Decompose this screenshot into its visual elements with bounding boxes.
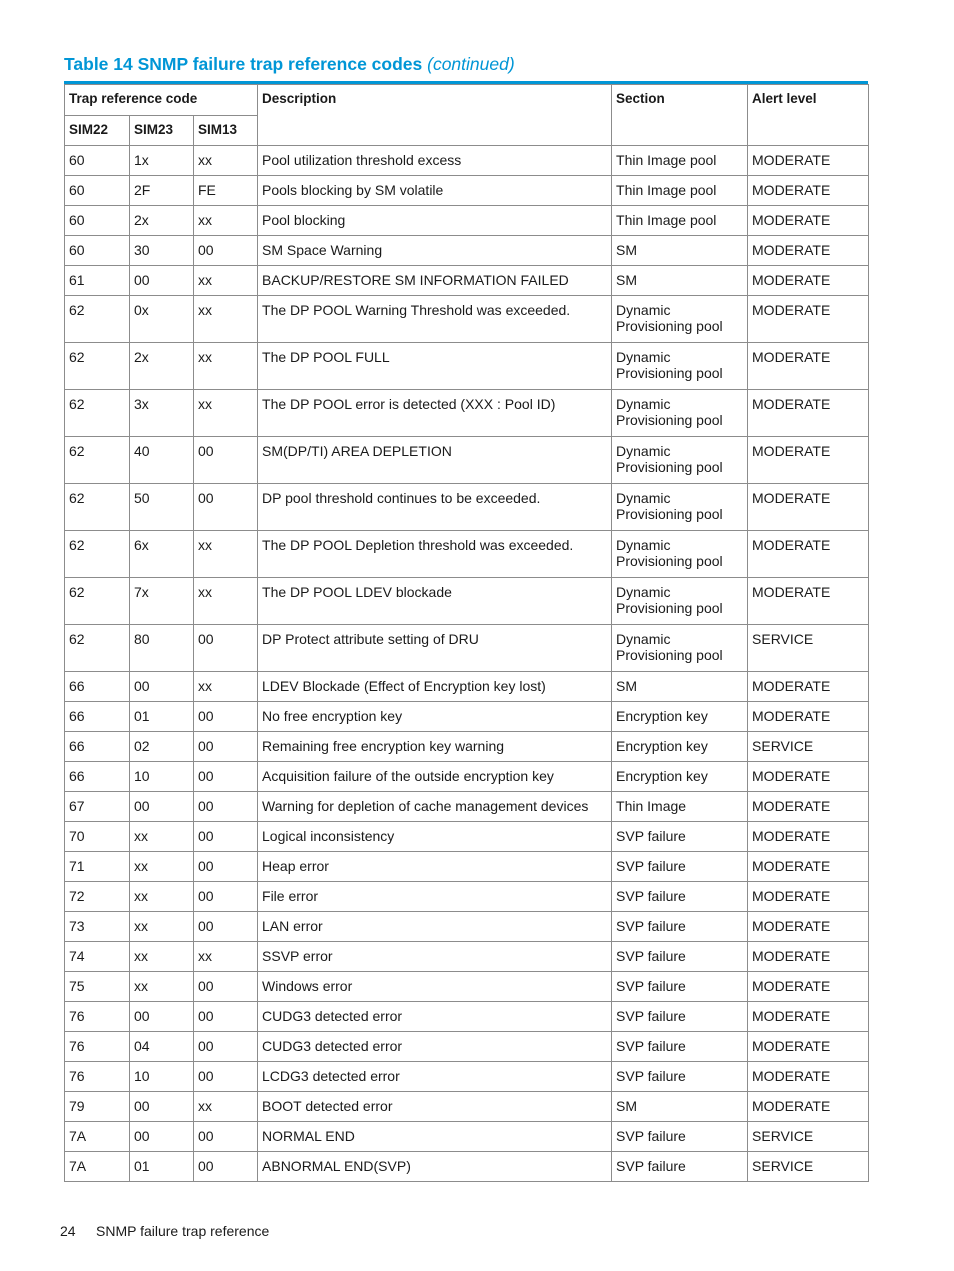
- cell-sim22: 61: [65, 266, 130, 296]
- table-row: [65, 437, 869, 484]
- cell-alert-level: MODERATE: [748, 176, 869, 206]
- cell-alert-level: MODERATE: [748, 343, 869, 390]
- cell-sim22: 73: [65, 912, 130, 942]
- cell-sim13: xx: [194, 296, 258, 343]
- cell-section: SM: [612, 266, 748, 296]
- table-row: [65, 852, 869, 882]
- cell-section: Thin Image pool: [612, 206, 748, 236]
- cell-section: SVP failure: [612, 1062, 748, 1092]
- cell-sim23: 10: [130, 762, 194, 792]
- cell-sim22: 66: [65, 732, 130, 762]
- cell-description: LDEV Blockade (Effect of Encryption key lost): [258, 672, 612, 702]
- cell-description: Windows error: [258, 972, 612, 1002]
- table-header: [65, 85, 869, 146]
- cell-sim22: 74: [65, 942, 130, 972]
- cell-sim13: 00: [194, 762, 258, 792]
- cell-section: SM: [612, 1092, 748, 1122]
- cell-sim13: 00: [194, 732, 258, 762]
- cell-sim22: 76: [65, 1062, 130, 1092]
- cell-section: Encryption key: [612, 702, 748, 732]
- table-row: [65, 1032, 869, 1062]
- table-row: [65, 672, 869, 702]
- cell-section: Dynamic Provisioning pool: [612, 531, 748, 578]
- cell-sim23: 04: [130, 1032, 194, 1062]
- cell-sim22: 62: [65, 437, 130, 484]
- cell-alert-level: MODERATE: [748, 762, 869, 792]
- cell-description: File error: [258, 882, 612, 912]
- cell-sim22: 62: [65, 484, 130, 531]
- cell-sim23: 1x: [130, 146, 194, 176]
- cell-description: Heap error: [258, 852, 612, 882]
- cell-alert-level: MODERATE: [748, 912, 869, 942]
- cell-description: The DP POOL FULL: [258, 343, 612, 390]
- table-row: [65, 176, 869, 206]
- cell-alert-level: MODERATE: [748, 296, 869, 343]
- table-row: [65, 822, 869, 852]
- cell-alert-level: MODERATE: [748, 484, 869, 531]
- cell-section: Encryption key: [612, 762, 748, 792]
- cell-sim13: xx: [194, 390, 258, 437]
- cell-sim23: 00: [130, 1092, 194, 1122]
- cell-description: DP Protect attribute setting of DRU: [258, 625, 612, 672]
- cell-sim13: 00: [194, 484, 258, 531]
- cell-section: Dynamic Provisioning pool: [612, 437, 748, 484]
- cell-alert-level: MODERATE: [748, 702, 869, 732]
- cell-alert-level: MODERATE: [748, 390, 869, 437]
- cell-alert-level: MODERATE: [748, 437, 869, 484]
- cell-sim23: 00: [130, 672, 194, 702]
- cell-section: SM: [612, 236, 748, 266]
- cell-alert-level: MODERATE: [748, 822, 869, 852]
- cell-section: Encryption key: [612, 732, 748, 762]
- cell-section: SM: [612, 672, 748, 702]
- cell-alert-level: MODERATE: [748, 236, 869, 266]
- cell-section: SVP failure: [612, 882, 748, 912]
- footer-section-title: SNMP failure trap reference: [96, 1223, 270, 1239]
- cell-description: SM Space Warning: [258, 236, 612, 266]
- table-row: [65, 732, 869, 762]
- cell-sim22: 62: [65, 625, 130, 672]
- cell-sim22: 67: [65, 792, 130, 822]
- table-row: [65, 942, 869, 972]
- cell-section: Dynamic Provisioning pool: [612, 625, 748, 672]
- cell-sim23: 50: [130, 484, 194, 531]
- cell-sim23: 02: [130, 732, 194, 762]
- cell-sim22: 60: [65, 236, 130, 266]
- cell-sim23: 40: [130, 437, 194, 484]
- table-row: [65, 484, 869, 531]
- cell-sim23: 2F: [130, 176, 194, 206]
- cell-sim13: 00: [194, 882, 258, 912]
- cell-description: BOOT detected error: [258, 1092, 612, 1122]
- table-row: [65, 882, 869, 912]
- cell-sim22: 70: [65, 822, 130, 852]
- cell-description: The DP POOL LDEV blockade: [258, 578, 612, 625]
- header-trap-reference-code: Trap reference code: [65, 85, 258, 116]
- cell-sim23: 2x: [130, 206, 194, 236]
- cell-section: SVP failure: [612, 1032, 748, 1062]
- cell-sim22: 76: [65, 1032, 130, 1062]
- cell-sim13: xx: [194, 531, 258, 578]
- cell-description: The DP POOL Depletion threshold was exceeded.: [258, 531, 612, 578]
- cell-section: SVP failure: [612, 1002, 748, 1032]
- cell-section: Dynamic Provisioning pool: [612, 390, 748, 437]
- cell-section: SVP failure: [612, 972, 748, 1002]
- cell-sim13: 00: [194, 1002, 258, 1032]
- cell-sim23: xx: [130, 822, 194, 852]
- table-row: [65, 390, 869, 437]
- cell-sim13: xx: [194, 672, 258, 702]
- table-caption-title: Table 14 SNMP failure trap reference codes: [64, 54, 423, 74]
- cell-sim13: FE: [194, 176, 258, 206]
- table-row: [65, 266, 869, 296]
- table-row: [65, 792, 869, 822]
- cell-sim22: 60: [65, 176, 130, 206]
- table-caption: [64, 54, 515, 75]
- cell-sim22: 7A: [65, 1152, 130, 1182]
- cell-alert-level: SERVICE: [748, 732, 869, 762]
- cell-sim22: 62: [65, 531, 130, 578]
- cell-sim22: 66: [65, 762, 130, 792]
- table-row: [65, 1152, 869, 1182]
- cell-sim22: 62: [65, 296, 130, 343]
- header-description: Description: [258, 85, 612, 146]
- cell-description: Pool blocking: [258, 206, 612, 236]
- cell-sim23: 3x: [130, 390, 194, 437]
- table-row: [65, 1002, 869, 1032]
- table-row: [65, 912, 869, 942]
- cell-alert-level: MODERATE: [748, 1092, 869, 1122]
- cell-sim13: 00: [194, 1122, 258, 1152]
- cell-sim22: 71: [65, 852, 130, 882]
- cell-alert-level: MODERATE: [748, 882, 869, 912]
- cell-sim23: xx: [130, 882, 194, 912]
- table-row: [65, 206, 869, 236]
- cell-sim23: 01: [130, 702, 194, 732]
- cell-sim13: 00: [194, 702, 258, 732]
- table-row: [65, 578, 869, 625]
- cell-description: No free encryption key: [258, 702, 612, 732]
- cell-sim13: xx: [194, 1092, 258, 1122]
- cell-sim23: 10: [130, 1062, 194, 1092]
- header-sim23: SIM23: [130, 116, 194, 146]
- cell-alert-level: MODERATE: [748, 1032, 869, 1062]
- table-row: [65, 1092, 869, 1122]
- cell-section: Thin Image pool: [612, 176, 748, 206]
- cell-sim13: 00: [194, 912, 258, 942]
- cell-description: ABNORMAL END(SVP): [258, 1152, 612, 1182]
- cell-sim13: 00: [194, 625, 258, 672]
- header-section: Section: [612, 85, 748, 146]
- page-footer: [60, 1223, 269, 1239]
- table-row: [65, 702, 869, 732]
- cell-sim23: 80: [130, 625, 194, 672]
- cell-sim13: xx: [194, 578, 258, 625]
- page-number: 24: [60, 1223, 76, 1239]
- cell-description: Warning for depletion of cache management devices: [258, 792, 612, 822]
- cell-section: SVP failure: [612, 912, 748, 942]
- cell-sim23: 7x: [130, 578, 194, 625]
- table-row: [65, 531, 869, 578]
- table-row: [65, 762, 869, 792]
- cell-description: DP pool threshold continues to be exceeded.: [258, 484, 612, 531]
- cell-section: SVP failure: [612, 852, 748, 882]
- cell-sim23: 01: [130, 1152, 194, 1182]
- cell-description: SSVP error: [258, 942, 612, 972]
- cell-section: SVP failure: [612, 942, 748, 972]
- cell-sim23: xx: [130, 972, 194, 1002]
- cell-sim23: 00: [130, 792, 194, 822]
- cell-sim22: 60: [65, 206, 130, 236]
- table-caption-continued: (continued): [427, 54, 515, 74]
- cell-sim13: 00: [194, 236, 258, 266]
- cell-description: LCDG3 detected error: [258, 1062, 612, 1092]
- cell-sim22: 72: [65, 882, 130, 912]
- cell-description: Acquisition failure of the outside encryption key: [258, 762, 612, 792]
- cell-sim22: 66: [65, 702, 130, 732]
- cell-sim13: xx: [194, 206, 258, 236]
- header-alert-level: Alert level: [748, 85, 869, 146]
- table-row: [65, 236, 869, 266]
- table-row: [65, 343, 869, 390]
- cell-description: LAN error: [258, 912, 612, 942]
- header-sim22: SIM22: [65, 116, 130, 146]
- cell-alert-level: MODERATE: [748, 792, 869, 822]
- cell-sim13: 00: [194, 1062, 258, 1092]
- cell-sim23: 0x: [130, 296, 194, 343]
- cell-description: The DP POOL error is detected (XXX : Pool ID): [258, 390, 612, 437]
- cell-sim22: 75: [65, 972, 130, 1002]
- cell-section: Dynamic Provisioning pool: [612, 296, 748, 343]
- cell-sim23: 30: [130, 236, 194, 266]
- cell-sim23: xx: [130, 852, 194, 882]
- cell-sim13: 00: [194, 437, 258, 484]
- cell-sim22: 60: [65, 146, 130, 176]
- cell-sim23: xx: [130, 942, 194, 972]
- cell-sim22: 79: [65, 1092, 130, 1122]
- cell-description: SM(DP/TI) AREA DEPLETION: [258, 437, 612, 484]
- table-row: [65, 1122, 869, 1152]
- cell-description: Pools blocking by SM volatile: [258, 176, 612, 206]
- cell-sim13: 00: [194, 822, 258, 852]
- cell-alert-level: MODERATE: [748, 578, 869, 625]
- cell-sim13: xx: [194, 942, 258, 972]
- cell-section: SVP failure: [612, 822, 748, 852]
- cell-alert-level: MODERATE: [748, 1062, 869, 1092]
- cell-sim23: xx: [130, 912, 194, 942]
- cell-sim13: 00: [194, 792, 258, 822]
- cell-sim13: xx: [194, 343, 258, 390]
- cell-description: Logical inconsistency: [258, 822, 612, 852]
- cell-description: NORMAL END: [258, 1122, 612, 1152]
- cell-sim22: 62: [65, 390, 130, 437]
- cell-sim22: 66: [65, 672, 130, 702]
- cell-alert-level: MODERATE: [748, 266, 869, 296]
- cell-sim13: 00: [194, 972, 258, 1002]
- table-row: [65, 146, 869, 176]
- table-row: [65, 972, 869, 1002]
- cell-section: Thin Image: [612, 792, 748, 822]
- cell-description: The DP POOL Warning Threshold was exceeded.: [258, 296, 612, 343]
- table-body: [65, 146, 869, 1182]
- cell-description: Pool utilization threshold excess: [258, 146, 612, 176]
- cell-sim23: 00: [130, 266, 194, 296]
- cell-description: Remaining free encryption key warning: [258, 732, 612, 762]
- table-row: [65, 1062, 869, 1092]
- cell-alert-level: MODERATE: [748, 1002, 869, 1032]
- cell-description: CUDG3 detected error: [258, 1002, 612, 1032]
- cell-alert-level: SERVICE: [748, 1122, 869, 1152]
- cell-alert-level: MODERATE: [748, 206, 869, 236]
- cell-sim13: 00: [194, 1032, 258, 1062]
- cell-alert-level: MODERATE: [748, 972, 869, 1002]
- cell-sim13: xx: [194, 266, 258, 296]
- cell-section: Dynamic Provisioning pool: [612, 484, 748, 531]
- cell-alert-level: MODERATE: [748, 852, 869, 882]
- cell-sim23: 2x: [130, 343, 194, 390]
- cell-section: SVP failure: [612, 1152, 748, 1182]
- cell-alert-level: MODERATE: [748, 672, 869, 702]
- header-sim13: SIM13: [194, 116, 258, 146]
- cell-section: Thin Image pool: [612, 146, 748, 176]
- cell-section: Dynamic Provisioning pool: [612, 343, 748, 390]
- cell-sim23: 00: [130, 1002, 194, 1032]
- table-row: [65, 296, 869, 343]
- cell-alert-level: MODERATE: [748, 942, 869, 972]
- table-row: [65, 625, 869, 672]
- cell-sim13: xx: [194, 146, 258, 176]
- cell-section: Dynamic Provisioning pool: [612, 578, 748, 625]
- cell-sim13: 00: [194, 1152, 258, 1182]
- cell-section: SVP failure: [612, 1122, 748, 1152]
- cell-sim22: 62: [65, 343, 130, 390]
- cell-sim22: 62: [65, 578, 130, 625]
- cell-description: CUDG3 detected error: [258, 1032, 612, 1062]
- cell-sim13: 00: [194, 852, 258, 882]
- cell-alert-level: SERVICE: [748, 1152, 869, 1182]
- cell-alert-level: SERVICE: [748, 625, 869, 672]
- trap-reference-table: [64, 84, 869, 1182]
- cell-sim22: 7A: [65, 1122, 130, 1152]
- cell-description: BACKUP/RESTORE SM INFORMATION FAILED: [258, 266, 612, 296]
- cell-alert-level: MODERATE: [748, 531, 869, 578]
- cell-sim23: 00: [130, 1122, 194, 1152]
- cell-alert-level: MODERATE: [748, 146, 869, 176]
- cell-sim23: 6x: [130, 531, 194, 578]
- cell-sim22: 76: [65, 1002, 130, 1032]
